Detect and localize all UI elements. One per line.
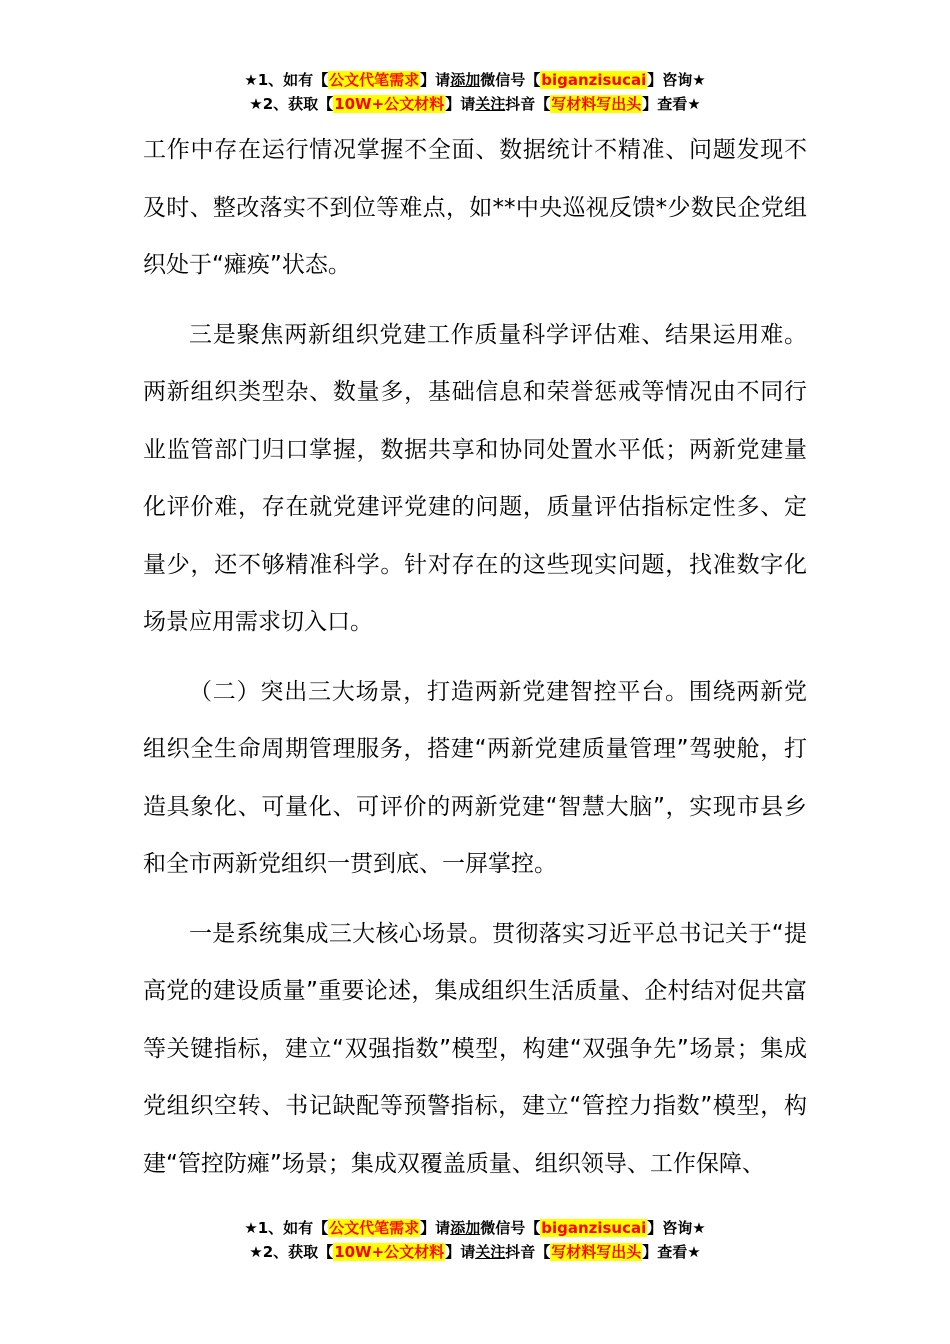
promo-text: ★2、获取【: [249, 1243, 334, 1261]
promo-text: 】查看★: [642, 1243, 701, 1261]
promo-highlight: 公文代笔需求: [329, 71, 420, 89]
footer-promo-banner: [0, 1216, 950, 1264]
paragraph-point-three: 三是聚焦两新组织党建工作质量科学评估难、结果运用难。两新组织类型杂、数量多，基础信息和荣誉惩戒等情况由不同行业监管部门归口掌握，数据共享和协同处置水平低；两新党建量化评价难，存在就党建评党建的问题，质量评估指标定性多、定量少，还不够精准科学。针对存在的这些现实问题，找准数字化场景应用需求切入口。: [143, 321, 807, 635]
paragraph-section-two: （二）突出三大场景，打造两新党建智控平台。围绕两新党组织全生命周期管理服务，搭建“两新党建质量管理”驾驶舱，打造具象化、可量化、可评价的两新党建“智慧大脑”，实现市县乡和全市两新党组织一贯到底、一屏掌控。: [143, 678, 807, 877]
document-body: [143, 122, 807, 1193]
promo-underlined: 添加: [450, 71, 481, 89]
promo-text: 】查看★: [642, 95, 701, 113]
promo-text: 】请: [420, 71, 451, 89]
paragraph-continuation: 工作中存在运行情况掌握不全面、数据统计不精准、问题发现不及时、整改落实不到位等难点，如**中央巡视反馈*少数民企党组织处于“瘫痪”状态。: [143, 137, 807, 278]
promo-text: 抖音【: [505, 95, 551, 113]
promo-douyin-name: 写材料写出头: [551, 95, 642, 113]
header-promo-banner: [0, 68, 950, 116]
promo-line-1: [0, 68, 950, 92]
promo-highlight: 公文代笔需求: [329, 1219, 420, 1237]
promo-text: ★1、如有【: [244, 1219, 329, 1237]
promo-underlined: 关注: [475, 95, 506, 113]
promo-text: 抖音【: [505, 1243, 551, 1261]
promo-text: 】请: [420, 1219, 451, 1237]
promo-text: ★1、如有【: [244, 71, 329, 89]
promo-line-2: [0, 1240, 950, 1264]
promo-text: 】请: [445, 1243, 476, 1261]
promo-highlight: 10W+公文材料: [334, 1243, 445, 1261]
promo-line-1: [0, 1216, 950, 1240]
promo-text: 】请: [445, 95, 476, 113]
promo-text: 微信号【: [480, 1219, 541, 1237]
promo-wechat-id: biganzisucai: [541, 71, 647, 89]
promo-text: 微信号【: [480, 71, 541, 89]
promo-highlight: 10W+公文材料: [334, 95, 445, 113]
promo-line-2: [0, 92, 950, 116]
promo-wechat-id: biganzisucai: [541, 1219, 647, 1237]
promo-text: ★2、获取【: [249, 95, 334, 113]
promo-douyin-name: 写材料写出头: [551, 1243, 642, 1261]
paragraph-point-one: 一是系统集成三大核心场景。贯彻落实习近平总书记关于“提高党的建设质量”重要论述，集成组织生活质量、企村结对促共富等关键指标，建立“双强指数”模型，构建“双强争先”场景；集成党组织空转、书记缺配等预警指标，建立“管控力指数”模型，构建“管控防瘫”场景；集成双覆盖质量、组织领导、工作保障、: [143, 920, 807, 1177]
promo-text: 】咨询★: [647, 71, 706, 89]
promo-underlined: 关注: [475, 1243, 506, 1261]
promo-text: 】咨询★: [647, 1219, 706, 1237]
promo-underlined: 添加: [450, 1219, 481, 1237]
